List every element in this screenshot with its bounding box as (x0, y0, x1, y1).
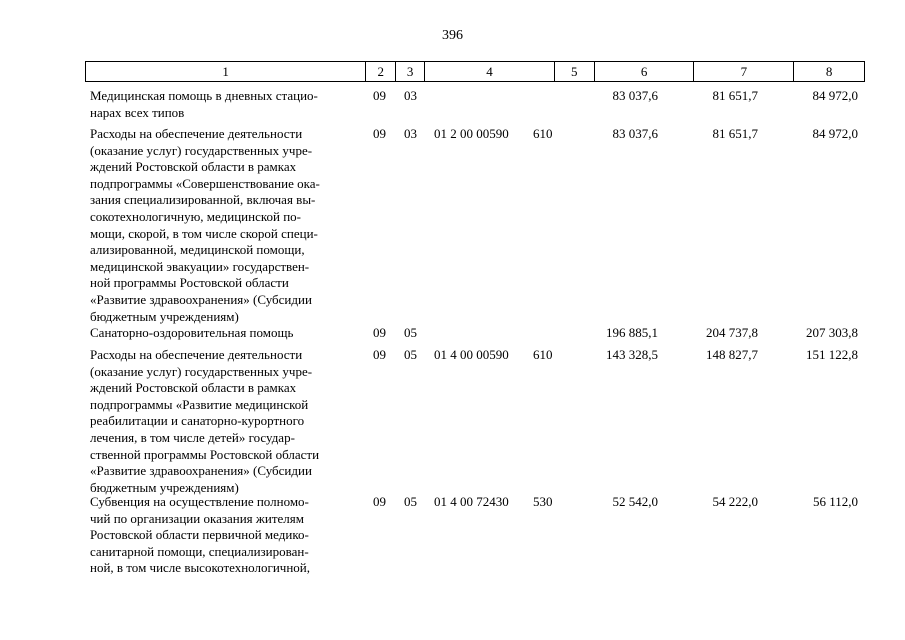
desc-line: зания специализированной, включая вы- (90, 192, 316, 208)
cell-amount-8: 56 112,0 (812, 494, 858, 509)
desc-line: Медицинская помощь в дневных стацио- (90, 88, 318, 103)
cell-subsection: 03 (404, 126, 417, 141)
cell-amount-8: 84 972,0 (812, 126, 858, 141)
desc-line: мощи, скорой, в том числе скорой специ- (90, 225, 318, 241)
desc-line: ной программы Ростовской области (90, 275, 289, 291)
cell-section: 09 (373, 494, 386, 509)
desc-line: подпрограммы «Развитие медицинской (90, 396, 309, 412)
desc-line: Субвенция на осуществление полномо- (90, 494, 309, 509)
cell-amount-6: 143 328,5 (606, 347, 658, 362)
page-number: 396 (442, 28, 463, 43)
header-col-6: 6 (595, 62, 695, 81)
cell-section: 09 (373, 325, 386, 340)
cell-section: 09 (373, 126, 386, 141)
desc-line: ждений Ростовской области в рамках (90, 380, 297, 396)
cell-amount-6: 196 885,1 (606, 325, 658, 340)
cell-expense-type: 610 (533, 126, 553, 141)
row-description (90, 126, 360, 325)
cell-subsection: 05 (404, 347, 417, 362)
cell-amount-7: 54 222,0 (712, 494, 758, 509)
desc-line: ализированной, медицинской помощи, (90, 242, 305, 258)
cell-amount-6: 83 037,6 (612, 88, 658, 103)
cell-expense-type: 610 (533, 347, 553, 362)
cell-amount-7: 204 737,8 (706, 325, 758, 340)
desc-line: Санаторно-оздоровительная помощь (90, 325, 294, 340)
table-header (85, 61, 865, 82)
desc-line: «Развитие здравоохранения» (Субсидии (90, 463, 312, 479)
cell-amount-8: 207 303,8 (806, 325, 858, 340)
cell-amount-6: 83 037,6 (612, 126, 658, 141)
desc-line: Расходы на обеспечение деятельности (90, 126, 303, 141)
desc-line: Расходы на обеспечение деятельности (90, 347, 303, 362)
header-col-3: 3 (396, 62, 425, 81)
cell-target-article: 01 2 00 00590 (434, 126, 509, 141)
desc-line: санитарной помощи, специализирован- (90, 543, 309, 559)
cell-amount-7: 81 651,7 (712, 88, 758, 103)
cell-amount-7: 81 651,7 (712, 126, 758, 141)
desc-line: подпрограммы «Совершенствование ока- (90, 175, 320, 191)
cell-section: 09 (373, 347, 386, 362)
cell-subsection: 03 (404, 88, 417, 103)
desc-line: ственной программы Ростовской области (90, 446, 320, 462)
row-description (90, 88, 360, 121)
header-col-5: 5 (555, 62, 595, 81)
desc-line: медицинской эвакуации» государствен- (90, 258, 310, 274)
desc-line: чий по организации оказания жителям (90, 510, 304, 526)
cell-target-article: 01 4 00 72430 (434, 494, 509, 509)
cell-subsection: 05 (404, 325, 417, 340)
desc-line: Ростовской области первичной медико- (90, 527, 309, 543)
header-col-1: 1 (86, 62, 366, 81)
desc-line: бюджетным учреждениям) (90, 479, 239, 495)
header-col-4: 4 (425, 62, 555, 81)
desc-line: (оказание услуг) государственных учре- (90, 363, 313, 379)
header-col-7: 7 (694, 62, 794, 81)
header-col-2: 2 (366, 62, 396, 81)
desc-line: бюджетным учреждениям) (90, 308, 239, 324)
desc-line: лечения, в том числе детей» государ- (90, 429, 295, 445)
cell-section: 09 (373, 88, 386, 103)
row-description (90, 494, 360, 577)
desc-line: «Развитие здравоохранения» (Субсидии (90, 291, 312, 307)
cell-amount-6: 52 542,0 (612, 494, 658, 509)
desc-line: сокотехнологичную, медицинской по- (90, 208, 301, 224)
cell-subsection: 05 (404, 494, 417, 509)
row-description (90, 325, 360, 342)
cell-amount-8: 151 122,8 (806, 347, 858, 362)
cell-amount-8: 84 972,0 (812, 88, 858, 103)
desc-line: реабилитации и санаторно-курортного (90, 413, 305, 429)
desc-line: ной, в том числе высокотехнологичной, (90, 560, 310, 576)
desc-line: нарах всех типов (90, 104, 185, 120)
desc-line: (оказание услуг) государственных учре- (90, 142, 313, 158)
row-description (90, 347, 360, 496)
cell-expense-type: 530 (533, 494, 553, 509)
desc-line: ждений Ростовской области в рамках (90, 159, 297, 175)
cell-amount-7: 148 827,7 (706, 347, 758, 362)
cell-target-article: 01 4 00 00590 (434, 347, 509, 362)
header-col-8: 8 (825, 64, 833, 79)
